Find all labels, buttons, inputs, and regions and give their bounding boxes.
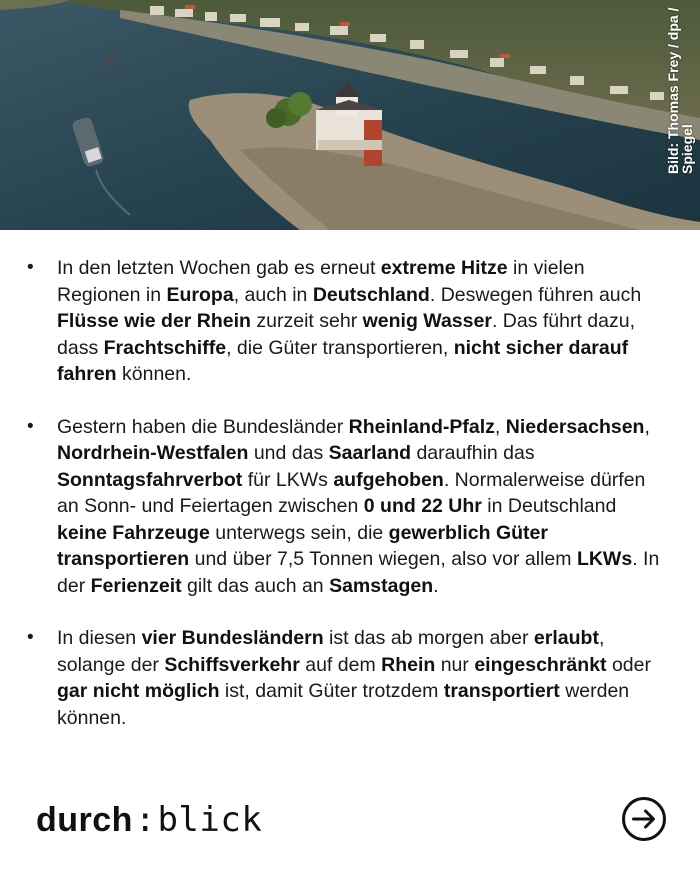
bullet-text-run: . Deswegen führen auch xyxy=(429,283,642,306)
bullet-item xyxy=(0,255,700,388)
bullet-text-run: daraufhin das xyxy=(411,442,535,464)
bullet-text-run: ist das ab morgen aber xyxy=(323,627,534,649)
bullet-text-bold: aufgehoben xyxy=(333,468,444,491)
bullet-text xyxy=(57,627,651,729)
logo-colon: : xyxy=(134,800,156,840)
bullet-text-bold: 0 und 22 Uhr xyxy=(363,495,482,517)
next-slide-button[interactable] xyxy=(621,796,667,842)
bullet-dot: • xyxy=(27,415,34,437)
bullet-text-run: unterwegs sein, die xyxy=(209,521,389,544)
bullet-text-bold: vier Bundesländern xyxy=(141,627,324,649)
bullet-text-run: . Normalerweise dürfen an Sonn- und Feiertagen zwischen xyxy=(57,468,646,517)
header-photo xyxy=(0,0,700,230)
bullet-text-bold: Saarland xyxy=(328,442,412,464)
bullet-text-run: werden können. xyxy=(57,680,630,729)
bullet-text-run: ist, damit Güter trotzdem xyxy=(219,680,444,702)
bullet-text-bold: gar nicht möglich xyxy=(57,680,220,702)
bullet-text-bold: Rheinland-Pfalz xyxy=(348,415,495,438)
bullet-text xyxy=(57,416,659,597)
bullet-text-run: In diesen xyxy=(57,627,142,649)
bullet-text-run: , solange der xyxy=(57,627,605,676)
bullet-text-bold: keine Fahrzeuge xyxy=(57,521,210,544)
bullet-item xyxy=(0,625,700,731)
bullet-text-bold: Deutschland xyxy=(312,283,430,306)
bullet-text-run: und über 7,5 Tonnen wiegen, also vor allem xyxy=(189,548,577,570)
bullet-text-bold: nicht sicher darauf fahren xyxy=(57,336,629,385)
bullet-dot: • xyxy=(27,627,34,648)
bullet-text-bold: Nordrhein-Westfalen xyxy=(57,442,249,464)
bullet-text-run: , xyxy=(644,415,650,438)
bullet-list xyxy=(0,255,700,731)
bullet-text-bold: gewerblich Güter transportieren xyxy=(57,521,548,570)
bullet-text-bold: Flüsse wie der Rhein xyxy=(57,310,251,332)
bullet-text-bold: Niedersachsen xyxy=(505,415,645,438)
bullet-text-bold: Frachtschiffe xyxy=(103,336,227,359)
bullet-text-run: nur xyxy=(435,653,475,676)
bullet-text-run: . xyxy=(433,574,439,597)
bullet-text-run: zurzeit sehr xyxy=(250,310,363,332)
bullet-text-run: In den letzten Wochen gab es erneut xyxy=(57,257,381,279)
bullet-text-bold: transportiert xyxy=(443,680,560,702)
bullet-text-run: , die Güter transportieren, xyxy=(226,336,454,359)
logo-word-blick: blick xyxy=(157,800,263,840)
bullet-text-run: gilt das auch an xyxy=(181,574,330,597)
logo-word-durch: durch xyxy=(36,801,133,839)
bullet-text-run: . Das führt dazu, dass xyxy=(57,310,636,359)
article-body xyxy=(0,255,700,731)
bullet-text-run: für LKWs xyxy=(242,468,334,491)
bullet-text-bold: Ferienzeit xyxy=(90,574,182,597)
bullet-text-bold: erlaubt xyxy=(533,627,599,649)
bullet-text-bold: Europa xyxy=(166,283,234,306)
brand-logo xyxy=(36,800,262,840)
bullet-item xyxy=(0,414,700,600)
bullet-text xyxy=(57,257,641,385)
bullet-text-run: Gestern haben die Bundesländer xyxy=(57,415,349,438)
bullet-text-run: , auch in xyxy=(233,283,313,306)
bullet-dot: • xyxy=(27,257,34,278)
bullet-text-bold: extreme Hitze xyxy=(380,257,508,279)
bullet-text-bold: wenig Wasser xyxy=(362,310,492,332)
bullet-text-run: können. xyxy=(116,363,192,385)
bullet-text-run: , xyxy=(494,415,506,438)
bullet-text-bold: Rhein xyxy=(381,653,436,676)
bullet-text-bold: Schiffsverkehr xyxy=(164,653,300,676)
photo-illustration xyxy=(0,0,700,230)
bullet-text-run: oder xyxy=(606,653,651,676)
bullet-text-bold: eingeschränkt xyxy=(474,653,607,676)
bullet-text-bold: LKWs xyxy=(576,548,633,570)
bullet-text-run: . In der xyxy=(57,548,660,597)
bullet-text-bold: Samstagen xyxy=(329,574,434,597)
arrow-right-circle-icon xyxy=(621,796,667,842)
bullet-text-bold: Sonntagsfahrverbot xyxy=(57,468,243,491)
bullet-text-run: in vielen Regionen in xyxy=(57,257,585,306)
photo-credit: Bild: Thomas Frey / dpa / Spiegel xyxy=(665,7,695,174)
bullet-text-run: auf dem xyxy=(299,653,382,676)
bullet-text-run: und das xyxy=(248,442,329,464)
bullet-text-run: in Deutschland xyxy=(481,495,617,517)
